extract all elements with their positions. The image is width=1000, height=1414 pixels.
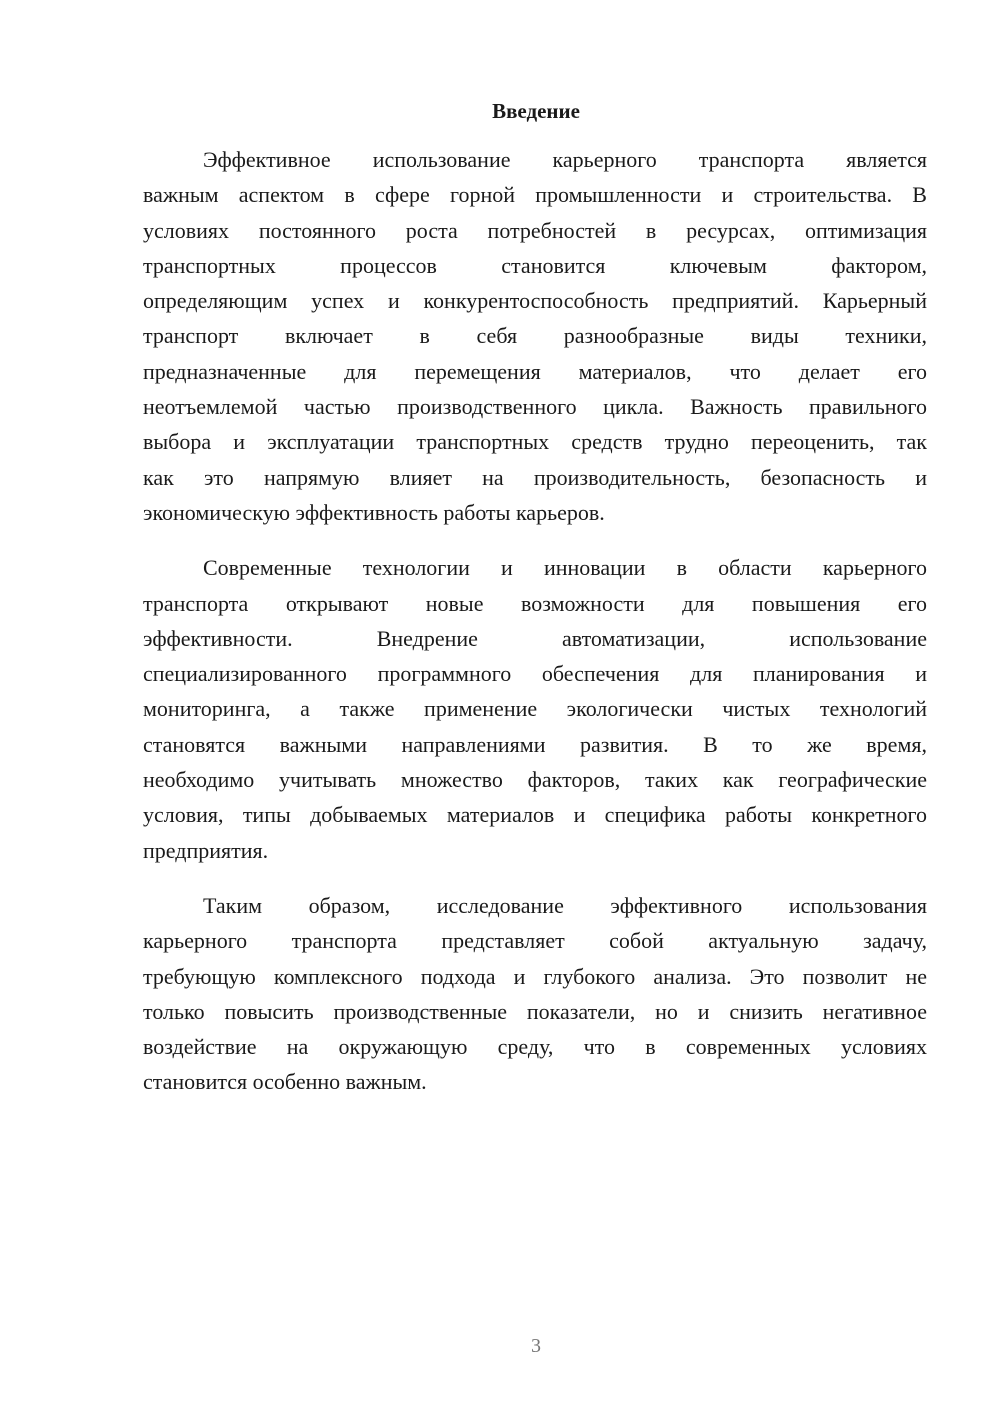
text-line: становится особенно важным.: [143, 1069, 427, 1095]
text-line: условиях постоянного роста потребностей в ресурсах, оптимизация: [143, 217, 927, 243]
text-line: мониторинга, а также применение экологически чистых технологий: [143, 696, 927, 722]
text-line: специализированного программного обеспечения для планирования и: [143, 661, 927, 687]
text-line: экономическую эффективность работы карьеров.: [143, 499, 605, 525]
text-line: карьерного транспорта представляет собой актуальную задачу,: [143, 928, 927, 954]
text-line: необходимо учитывать множество факторов, таких как географические: [143, 767, 927, 793]
text-line: становятся важными направлениями развития. В то же время,: [143, 731, 927, 757]
text-line: Эффективное использование карьерного транспорта является: [203, 147, 927, 172]
document-body: [143, 142, 927, 1120]
page-number: 3: [531, 1335, 541, 1357]
paragraph: [143, 550, 927, 868]
text-line: выбора и эксплуатации транспортных средств трудно переоценить, так: [143, 429, 927, 455]
text-line: определяющим успех и конкурентоспособность предприятий. Карьерный: [143, 288, 927, 314]
text-line: транспорта открывают новые возможности для повышения его: [143, 590, 927, 616]
paragraph: [143, 888, 927, 1100]
text-line: предназначенные для перемещения материалов, что делает его: [143, 358, 927, 384]
text-line: транспорт включает в себя разнообразные виды техники,: [143, 323, 927, 349]
text-line: воздействие на окружающую среду, что в современных условиях: [143, 1034, 927, 1060]
text-line: важным аспектом в сфере горной промышленности и строительства. В: [143, 182, 927, 208]
text-line: условия, типы добываемых материалов и специфика работы конкретного: [143, 802, 927, 828]
paragraph: [143, 142, 927, 530]
text-line: предприятия.: [143, 837, 269, 863]
section-title: Введение: [492, 99, 580, 123]
text-line: неотъемлемой частью производственного цикла. Важность правильного: [143, 394, 927, 420]
text-line: Современные технологии и инновации в области карьерного: [203, 555, 927, 581]
text-line: Таким образом, исследование эффективного использования: [203, 892, 927, 918]
text-line: требующую комплексного подхода и глубокого анализа. Это позволит не: [143, 963, 927, 989]
text-line: транспортных процессов становится ключевым фактором,: [143, 252, 927, 278]
text-line: как это напрямую влияет на производительность, безопасность и: [143, 464, 927, 490]
text-line: эффективности. Внедрение автоматизации, использование: [143, 625, 927, 651]
text-line: только повысить производственные показатели, но и снизить негативное: [143, 998, 927, 1024]
